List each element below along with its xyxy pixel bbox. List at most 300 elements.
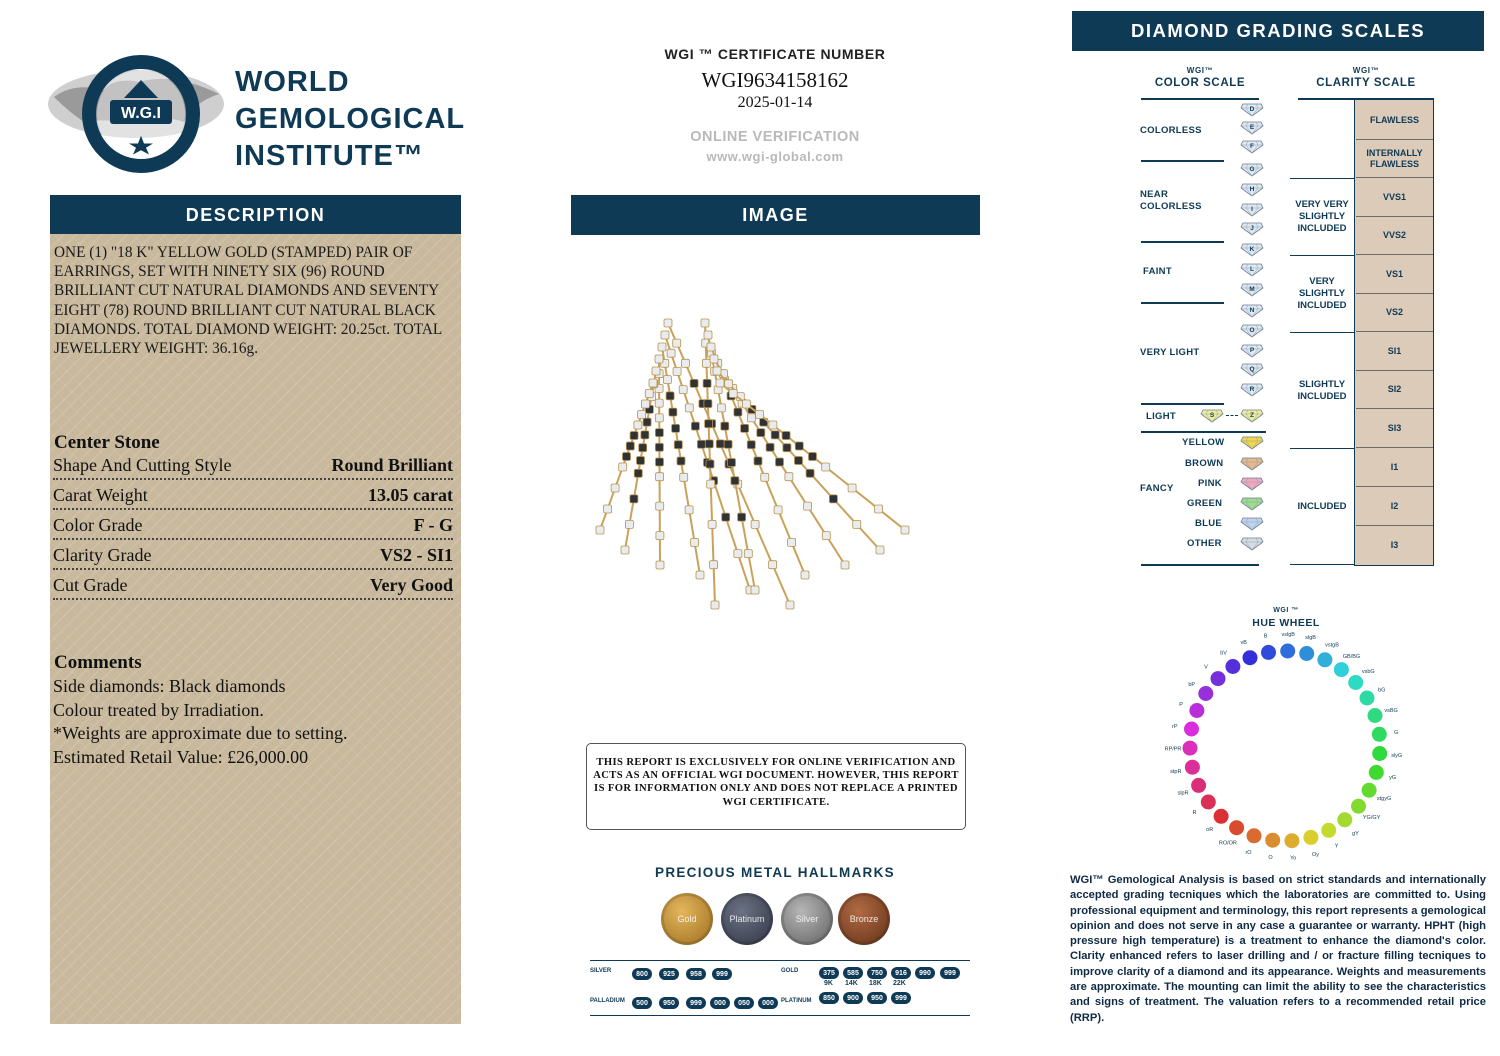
hue-swatch — [1191, 777, 1207, 793]
hallmark-palladium: 000 — [710, 997, 730, 1009]
color-grade-gem-q — [1240, 363, 1264, 377]
white-diamond — [658, 343, 666, 351]
hallmark-gold-375: 375 — [819, 967, 839, 979]
color-grade-gem-s — [1200, 409, 1224, 423]
wgi-globe-emblem-icon — [44, 52, 234, 177]
white-diamond — [664, 319, 672, 327]
comments-title: Comments — [54, 652, 142, 673]
white-diamond — [729, 390, 737, 398]
earrings-photo — [580, 315, 930, 615]
black-diamond — [705, 420, 713, 428]
black-diamond — [639, 444, 647, 452]
white-diamond — [596, 526, 604, 534]
fancy-gem-green — [1240, 497, 1264, 511]
white-diamond — [744, 550, 752, 558]
hue-label: stgyG — [1376, 796, 1392, 803]
spec-row-shape — [53, 452, 453, 480]
black-diamond — [731, 477, 739, 485]
black-diamond — [741, 424, 749, 432]
black-diamond — [643, 418, 651, 426]
light-range-dash — [1226, 415, 1238, 416]
color-group-divider — [1141, 160, 1224, 162]
white-diamond — [667, 349, 675, 357]
spec-value: Round Brilliant — [331, 455, 453, 475]
hallmarks-title: PRECIOUS METAL HALLMARKS — [655, 865, 895, 880]
white-diamond — [751, 520, 759, 528]
white-diamond — [663, 376, 671, 384]
white-diamond — [655, 355, 663, 363]
hallmark-gold-585: 585 — [843, 967, 863, 979]
hue-label: GB/BG — [1342, 653, 1361, 660]
clarity-grade-si2: SI2 — [1356, 371, 1433, 409]
black-diamond — [771, 431, 779, 439]
black-diamond — [795, 457, 803, 465]
fancy-blue-label: BLUE — [1195, 518, 1223, 529]
gemological-analysis-text: WGI™ Gemological Analysis is based on strict standards and internationally accepted grading tecniques which the laboratories are committed to. Using professional equipment and terminology, this report represents a gemological opinion and does not serve in any case a guarantee or warranty. HPHT (high pressure high temperature) is a treatment to enhance the diamond's color. Clarity enhanced refers to laser drilling and / or fracture filling tecniques to improve clarity of a diamond and its appearance. Weights and measurements are approximate. The mounting can limit the ability to see the characteristics and signs of treatment. The valuation refers to a recommended retail price (RRP). — [1070, 874, 1486, 1024]
white-diamond — [707, 480, 715, 488]
black-diamond — [623, 453, 631, 461]
gold-karat-22k: 22K — [893, 980, 906, 987]
hue-label: vslgB — [1281, 632, 1295, 638]
white-diamond — [680, 473, 688, 481]
spec-row-cut — [53, 572, 453, 600]
black-diamond — [754, 457, 762, 465]
hue-swatch — [1210, 671, 1226, 687]
svg-text:G: G — [1249, 166, 1255, 173]
fancy-gem-brown — [1240, 457, 1264, 471]
hallmark-divider — [780, 960, 970, 961]
white-diamond — [655, 399, 663, 407]
comment-line: Side diamonds: Black diamonds — [53, 676, 286, 696]
spec-row-carat — [53, 482, 453, 510]
white-diamond — [641, 400, 649, 408]
hallmark-silver-925: 925 — [659, 968, 679, 980]
color-group-fancy: FANCY — [1140, 483, 1174, 494]
hallmark-divider — [590, 960, 790, 961]
white-diamond — [619, 463, 627, 471]
fancy-brown-label: BROWN — [1185, 458, 1224, 469]
hue-swatch — [1317, 652, 1333, 668]
hue-label: RO/OR — [1218, 840, 1237, 847]
hue-swatch — [1348, 675, 1364, 691]
hallmark-palladium: 000 — [758, 997, 778, 1009]
black-diamond — [806, 469, 814, 477]
clarity-grade-if: INTERNALLY FLAWLESS — [1356, 140, 1433, 178]
grading-header: DIAMOND GRADING SCALES — [1072, 11, 1484, 51]
white-diamond — [611, 484, 619, 492]
platinum-seal: Platinum — [721, 893, 773, 945]
white-diamond — [822, 532, 830, 540]
hallmark-divider — [590, 1015, 970, 1016]
white-diamond — [638, 411, 646, 419]
hue-swatch — [1351, 798, 1367, 814]
color-grade-gem-o — [1240, 324, 1264, 338]
hallmark-gold-990: 990 — [915, 967, 935, 979]
hue-swatch — [1372, 746, 1388, 762]
white-diamond — [786, 601, 794, 609]
white-diamond — [685, 404, 693, 412]
clarity-scale-title: WGI™ CLARITY SCALE — [1316, 66, 1416, 89]
white-diamond — [822, 463, 830, 471]
hallmark-silver-800: 800 — [632, 968, 652, 980]
white-diamond — [751, 586, 759, 594]
color-group-light: LIGHT — [1146, 411, 1176, 422]
hue-label: gY — [1352, 831, 1359, 837]
hue-swatch — [1225, 659, 1241, 675]
black-diamond — [776, 458, 784, 466]
black-diamond — [672, 424, 680, 432]
black-diamond — [706, 460, 714, 468]
image-header: IMAGE — [571, 195, 980, 235]
black-diamond — [630, 432, 638, 440]
online-verification-url[interactable]: www.wgi-global.com — [706, 149, 844, 164]
spec-value: F - G — [413, 515, 453, 535]
spec-row-clarity — [53, 542, 453, 570]
black-diamond — [716, 440, 724, 448]
platinum-label: PLATINUM — [781, 998, 812, 1004]
black-diamond — [655, 443, 663, 451]
white-diamond — [769, 561, 777, 569]
comment-line: Estimated Retail Value: £26,000.00 — [53, 746, 309, 767]
white-diamond — [742, 400, 750, 408]
fancy-gem-other — [1240, 537, 1264, 551]
color-grade-gem-n — [1240, 304, 1264, 318]
hallmark-platinum-850: 850 — [819, 992, 839, 1004]
gold-karat-9k: 9K — [824, 980, 833, 987]
white-diamond — [655, 414, 663, 422]
svg-text:S: S — [1209, 412, 1215, 419]
color-grade-gem-m — [1240, 283, 1264, 297]
black-diamond — [728, 459, 736, 467]
black-diamond — [697, 440, 705, 448]
white-diamond — [713, 367, 721, 375]
svg-text:K: K — [1249, 246, 1255, 253]
color-group-divider — [1141, 302, 1224, 304]
hue-swatch — [1368, 764, 1384, 780]
black-diamond — [634, 469, 642, 477]
black-diamond — [703, 379, 711, 387]
hue-label: slyG — [1391, 752, 1403, 759]
spec-row-color — [53, 512, 453, 540]
white-diamond — [681, 359, 689, 367]
white-diamond — [625, 520, 633, 528]
black-diamond — [656, 458, 664, 466]
gold-karat-18k: 18K — [869, 980, 882, 987]
comment-line: Colour treated by Irradiation. — [53, 699, 264, 720]
white-diamond — [788, 538, 796, 546]
svg-text:H: H — [1249, 186, 1255, 193]
gold-karat-14k: 14K — [845, 980, 858, 987]
hue-label: stpR — [1170, 769, 1182, 775]
fancy-other-label: OTHER — [1187, 538, 1222, 549]
hue-swatch — [1371, 726, 1387, 742]
color-scale-title: WGI™ COLOR SCALE — [1154, 66, 1246, 89]
white-diamond — [875, 505, 883, 513]
white-diamond — [656, 561, 664, 569]
hue-swatch — [1184, 759, 1200, 775]
hue-label: slgB — [1305, 635, 1316, 641]
fancy-gem-blue — [1240, 517, 1264, 531]
white-diamond — [707, 343, 715, 351]
color-group-divider — [1141, 431, 1266, 433]
hue-swatch — [1284, 833, 1300, 849]
hue-swatch — [1333, 662, 1349, 678]
fancy-pink-label: PINK — [1198, 478, 1222, 489]
svg-text:N: N — [1249, 307, 1255, 314]
white-diamond — [734, 550, 742, 558]
fancy-gem-pink — [1240, 477, 1264, 491]
white-diamond — [848, 484, 856, 492]
logo — [44, 52, 464, 177]
hue-label: bP — [1188, 682, 1196, 689]
svg-text:F: F — [1250, 143, 1254, 150]
color-group-very-light: VERY LIGHT — [1140, 347, 1200, 358]
white-diamond — [656, 532, 664, 540]
hue-swatch — [1359, 690, 1375, 706]
hue-label: bG — [1378, 687, 1386, 694]
hue-label: yG — [1389, 775, 1397, 782]
hue-label: Oy — [1311, 851, 1320, 858]
spec-value: Very Good — [370, 575, 453, 595]
white-diamond — [747, 414, 755, 422]
svg-text:P: P — [1249, 347, 1255, 354]
description-text: ONE (1) "18 K" YELLOW GOLD (STAMPED) PAIR OF EARRINGS, SET WITH NINETY SIX (96) ROUND BRILLIANT CUT NATURAL DIAMONDS AND SEVENTY EIGHT (78) ROUND BRILLIANT CUT NATURAL BLACK DIAMONDS. TOTAL DIAMOND WEIGHT: 20.25ct. TOTAL JEWELLERY WEIGHT: 36.16g. — [54, 244, 442, 358]
black-diamond — [690, 379, 698, 387]
hallmark-gold-750: 750 — [867, 967, 887, 979]
hue-swatch — [1337, 812, 1353, 828]
hallmark-platinum-999: 999 — [891, 992, 911, 1004]
hue-label: Yo — [1290, 855, 1297, 862]
clarity-group-si: SLIGHTLY INCLUDED — [1290, 332, 1354, 448]
online-verification-label: ONLINE VERIFICATION — [690, 129, 860, 145]
black-diamond — [641, 431, 649, 439]
hue-swatch — [1200, 794, 1216, 810]
white-diamond — [761, 473, 769, 481]
white-diamond — [841, 561, 849, 569]
hue-wheel — [1135, 628, 1435, 862]
fancy-yellow-label: YELLOW — [1182, 437, 1225, 448]
black-diamond — [747, 441, 755, 449]
black-diamond — [674, 441, 682, 449]
description-header: DESCRIPTION — [50, 195, 461, 235]
clarity-grade-si3: SI3 — [1356, 409, 1433, 448]
black-diamond — [722, 513, 730, 521]
hue-swatch — [1184, 721, 1200, 737]
comments-list — [53, 675, 458, 769]
logo-word-institute: INSTITUTE™ — [235, 140, 424, 172]
white-diamond — [710, 561, 718, 569]
black-diamond — [738, 513, 746, 521]
color-grade-gem-j — [1240, 222, 1264, 236]
hue-label: vsbG — [1361, 669, 1375, 676]
hue-label: P — [1179, 702, 1183, 709]
white-diamond — [656, 502, 664, 510]
black-diamond — [795, 442, 803, 450]
hue-label: bV — [1220, 650, 1227, 657]
svg-text:M: M — [1249, 286, 1255, 293]
hue-swatch — [1361, 782, 1377, 798]
hallmark-gold-916: 916 — [891, 967, 911, 979]
clarity-group-i: INCLUDED — [1290, 448, 1354, 565]
white-diamond — [649, 379, 657, 387]
color-scale-bottom — [1141, 564, 1259, 566]
black-diamond — [669, 408, 677, 416]
color-grade-gem-l — [1240, 263, 1264, 277]
spec-label: Shape And Cutting Style — [53, 455, 232, 475]
white-diamond — [661, 331, 669, 339]
spec-value: VS2 - SI1 — [379, 545, 453, 565]
spec-label: Color Grade — [53, 515, 143, 535]
black-diamond — [626, 442, 634, 450]
hallmark-palladium: 050 — [734, 997, 754, 1009]
black-diamond — [705, 440, 713, 448]
clarity-group-vvsi: VERY VERY SLIGHTLY INCLUDED — [1290, 178, 1354, 255]
white-diamond — [708, 520, 716, 528]
hue-swatch — [1367, 708, 1383, 724]
comment-line: *Weights are approximate due to setting. — [53, 723, 348, 743]
hue-label: V — [1204, 664, 1208, 671]
white-diamond — [701, 319, 709, 327]
hue-swatch — [1198, 686, 1214, 702]
hue-swatch — [1280, 643, 1296, 659]
hue-swatch — [1321, 822, 1337, 838]
hue-swatch — [1246, 828, 1262, 844]
color-grade-gem-r — [1240, 383, 1264, 397]
hallmark-platinum-950: 950 — [867, 992, 887, 1004]
hallmark-palladium: 999 — [686, 997, 706, 1009]
hue-wheel-title: WGI ™ HUE WHEEL — [1252, 607, 1320, 629]
certificate-date: 2025-01-14 — [737, 94, 813, 111]
clarity-grade-vs2: VS2 — [1356, 294, 1433, 332]
hue-label: oR — [1206, 826, 1214, 833]
hue-label: YG/GY — [1362, 815, 1381, 821]
hue-swatch — [1182, 740, 1198, 756]
silver-seal: Silver — [781, 893, 833, 945]
clarity-grade-vs1: VS1 — [1356, 255, 1433, 294]
hue-label: Y — [1334, 843, 1339, 850]
black-diamond — [734, 408, 742, 416]
black-diamond — [783, 444, 791, 452]
black-diamond — [809, 453, 817, 461]
fancy-gem-yellow — [1240, 436, 1264, 450]
white-diamond — [716, 379, 724, 387]
gold-label: GOLD — [781, 968, 799, 974]
white-diamond — [634, 421, 642, 429]
svg-text:E: E — [1249, 124, 1255, 131]
clarity-grade-vvs2: VVS2 — [1356, 217, 1433, 255]
hue-swatch — [1303, 829, 1319, 845]
color-grade-gem-g — [1240, 163, 1264, 177]
svg-text:D: D — [1249, 106, 1255, 113]
color-grade-gem-e — [1240, 121, 1264, 135]
black-diamond — [655, 429, 663, 437]
white-diamond — [673, 367, 681, 375]
svg-text:R: R — [1249, 386, 1255, 393]
spec-value: 13.05 carat — [368, 485, 453, 505]
white-diamond — [656, 473, 664, 481]
white-diamond — [769, 421, 777, 429]
clarity-group-vsi: VERY SLIGHTLY INCLUDED — [1290, 255, 1354, 332]
hue-label: rP — [1172, 723, 1178, 730]
hallmark-gold-999: 999 — [940, 967, 960, 979]
hallmark-platinum-900: 900 — [843, 992, 863, 1004]
white-diamond — [710, 355, 718, 363]
white-diamond — [901, 526, 909, 534]
white-diamond — [696, 571, 704, 579]
white-diamond — [652, 367, 660, 375]
white-diamond — [801, 571, 809, 579]
black-diamond — [666, 392, 674, 400]
color-grade-gem-z — [1240, 409, 1264, 423]
white-diamond — [756, 411, 764, 419]
color-grade-gem-f — [1240, 140, 1264, 154]
hue-label: O — [1268, 855, 1273, 862]
black-diamond — [766, 443, 774, 451]
spec-label: Carat Weight — [53, 485, 148, 505]
svg-text:O: O — [1249, 327, 1255, 334]
clarity-grade-i3: I3 — [1356, 526, 1433, 565]
hue-swatch — [1229, 820, 1245, 836]
color-group-divider — [1141, 241, 1224, 243]
black-diamond — [630, 495, 638, 503]
hue-label: vB — [1240, 639, 1247, 646]
white-diamond — [785, 473, 793, 481]
white-diamond — [685, 506, 693, 514]
white-diamond — [645, 390, 653, 398]
hue-label: vstgB — [1325, 642, 1339, 649]
hue-label: slpR — [1177, 790, 1189, 797]
color-grade-gem-i — [1240, 203, 1264, 217]
hue-label: B — [1263, 633, 1268, 640]
black-diamond — [721, 422, 729, 430]
clarity-grade-i1: I1 — [1356, 448, 1433, 487]
svg-text:Q: Q — [1249, 366, 1255, 373]
hue-label: G — [1393, 730, 1399, 737]
hallmark-silver-958: 958 — [686, 968, 706, 980]
clarity-grade-fl: FLAWLESS — [1356, 101, 1433, 140]
fancy-green-label: GREEN — [1187, 498, 1223, 509]
color-group-divider — [1141, 403, 1224, 405]
hue-swatch — [1242, 650, 1258, 666]
spec-label: Clarity Grade — [53, 545, 152, 565]
hallmark-silver-999: 999 — [712, 968, 732, 980]
hue-swatch — [1265, 832, 1281, 848]
hue-swatch — [1213, 808, 1229, 824]
white-diamond — [679, 386, 687, 394]
hue-label: R — [1192, 810, 1197, 816]
black-diamond — [724, 440, 732, 448]
hue-label: RP/PR — [1164, 746, 1182, 753]
black-diamond — [691, 422, 699, 430]
white-diamond — [673, 339, 681, 347]
white-diamond — [704, 331, 712, 339]
bronze-seal: Bronze — [838, 893, 890, 945]
color-group-faint: FAINT — [1143, 266, 1172, 277]
certificate-label: WGI ™ CERTIFICATE NUMBER — [664, 46, 886, 62]
certificate-number: WGI9634158162 — [701, 68, 849, 92]
logo-word-world: WORLD — [235, 66, 350, 98]
black-diamond — [677, 457, 685, 465]
white-diamond — [853, 520, 861, 528]
black-diamond — [637, 457, 645, 465]
hue-swatch — [1299, 646, 1315, 662]
clarity-grade-si1: SI1 — [1356, 332, 1433, 371]
hue-swatch — [1189, 703, 1205, 719]
svg-text:L: L — [1250, 266, 1254, 273]
white-diamond — [876, 546, 884, 554]
hue-swatch — [1261, 644, 1277, 660]
svg-text:I: I — [1251, 206, 1253, 213]
